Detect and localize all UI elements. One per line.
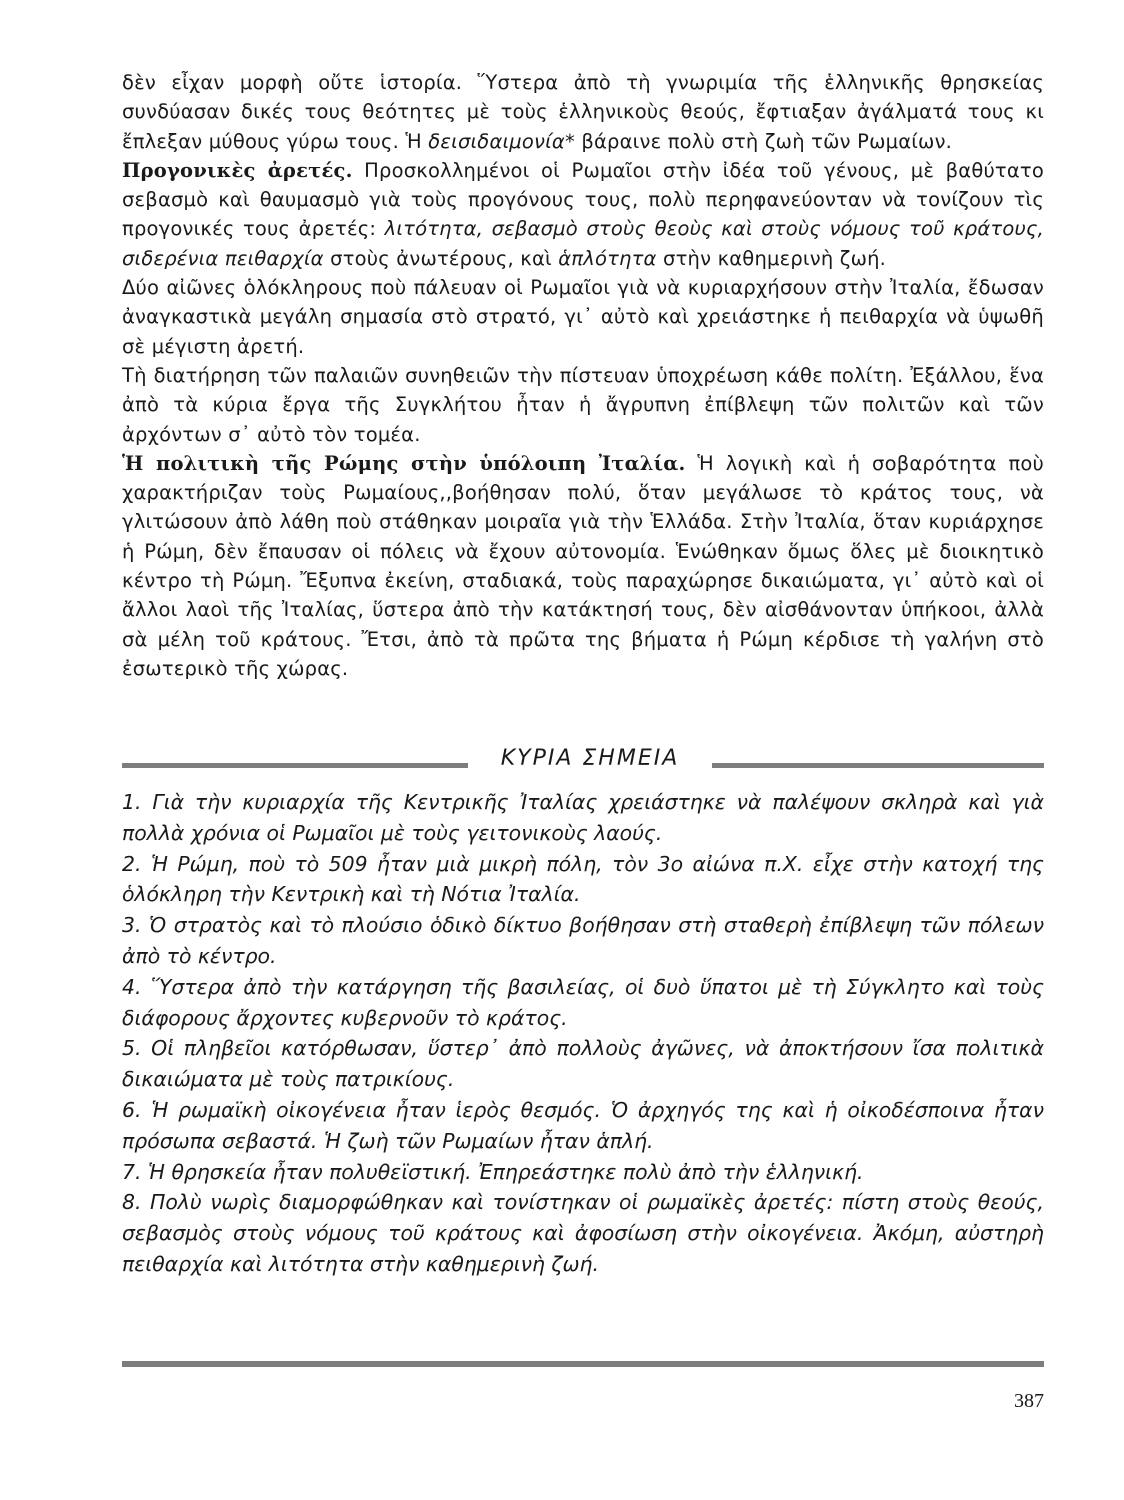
italic-term: δεισιδαιμονία* xyxy=(428,129,575,153)
paragraph-ancestral-virtues: Προγονικὲς ἀρετές. Προσκολλημένοι οἱ Ρωμαῖοι στὴν ἰδέα τοῦ γένους, μὲ βαθύτατο σεβασμὸ καὶ θαυμασμὸ γιὰ τοὺς προγόνους τους, πολὺ περηφανεύονταν νὰ τονίζουν τὶς προγονικές τους ἀρετές: λιτότητα, σεβασμὸ στοὺς θεοὺς καὶ στοὺς νόμους τοῦ κράτους, σιδερένια πειθαρχία στοὺς ἀνωτέρους, καὶ ἁπλότητα στὴν καθημερινὴ ζωή. xyxy=(122,158,1044,270)
key-point-item: 1. Γιὰ τὴν κυριαρχία τῆς Κεντρικῆς Ἰταλίας χρειάστηκε νὰ παλέψουν σκληρὰ καὶ γιὰ πολλὰ χρόνια οἱ Ρωμαῖοι μὲ τοὺς γειτονικοὺς λαούς. xyxy=(122,790,1044,845)
key-point-item: 6. Ἡ ρωμαϊκὴ οἰκογένεια ἦταν ἱερὸς θεσμός. Ὁ ἀρχηγός της καὶ ἡ οἰκοδέσποινα ἦταν πρόσωπα σεβαστά. Ἡ ζωὴ τῶν Ρωμαίων ἦταν ἁπλή. xyxy=(122,1097,1044,1153)
page-number: 387 xyxy=(1014,1390,1044,1412)
key-point-item: 4. Ὕστερα ἀπὸ τὴν κατάργηση τῆς βασιλείας, οἱ δυὸ ὕπατοι μὲ τὴ Σύγκλητο καὶ τοὺς διάφορους ἄρχοντες κυβερνοῦν τὸ κράτος. xyxy=(122,974,1044,1030)
paragraph-rome-policy: Ἡ πολιτικὴ τῆς Ρώμης στὴν ὑπόλοιπη Ἰταλία. Ἡ λογικὴ καὶ ἡ σοβαρότητα ποὺ χαρακτήριζαν τοὺς Ρωμαίους,,βοήθησαν πολύ, ὅταν μεγάλωσε τὸ κράτος τους, νὰ γλιτώσουν ἀπὸ λάθη ποὺ στάθηκαν μοιραῖα γιὰ τὴν Ἑλλάδα. Στὴν Ἰταλία, ὅταν κυριάρχησε ἡ Ρώμη, δὲν ἔπαυσαν οἱ πόλεις νὰ ἔχουν αὐτονομία. Ἑνώθηκαν ὅμως ὅλες μὲ διοικητικὸ κέντρο τὴ Ρώμη. Ἔξυπνα ἐκείνη, σταδιακά, τοὺς παραχώρησε δικαιώματα, γι᾿ αὐτὸ καὶ οἱ ἄλλοι λαοὶ τῆς Ἰταλίας, ὕστερα ἀπὸ τὴν κατάκτησή τους, δὲν αἰσθάνονταν ὑπήκοοι, ἀλλὰ σὰ μέλη τοῦ κράτους. Ἔτσι, ἀπὸ τὰ πρῶτα της βήματα ἡ Ρώμη κέρδισε τὴ γαλήνη στὸ ἐσωτερικὸ τῆς χώρας. xyxy=(122,451,1045,680)
italic-virtues: λιτότητα, σεβασμὸ στοὺς θεοὺς καὶ στοὺς νόμους τοῦ κράτους, σιδερένια πειθαρχία xyxy=(122,217,1044,270)
key-point-item: 2. Ἡ Ρώμη, ποὺ τὸ 509 ἦταν μιὰ μικρὴ πόλη, τὸν 3ο αἰώνα π.Χ. εἶχε στὴν κατοχή της ὁλόκληρη τὴν Κεντρικὴ καὶ τὴ Νότια Ἰταλία. xyxy=(122,851,1044,907)
paragraph-religion: δὲν εἶχαν μορφὴ οὔτε ἱστορία. Ὕστερα ἀπὸ τὴ γνωριμία τῆς ἑλληνικῆς θρησκείας συνδύασαν δικές τους θεότητες μὲ τοὺς ἑλληνικοὺς θεούς, ἔφτιαξαν ἀγάλματά τους κι ἔπλεξαν μύθους γύρω τους. Ἡ δεισιδαιμονία* βάραινε πολὺ στὴ ζωὴ τῶν Ρωμαίων. xyxy=(122,71,1044,153)
key-points-title: ΚΥΡΙΑ ΣΗΜΕΙΑ xyxy=(500,746,680,771)
header-rule-right xyxy=(712,763,1044,768)
paragraph-customs: Τὴ διατήρηση τῶν παλαιῶν συνηθειῶν τὴν πίστευαν ὑποχρέωση κάθε πολίτη. Ἐξάλλου, ἕνα ἀπὸ τὰ κύρια ἔργα τῆς Συγκλήτου ἦταν ἡ ἄγρυπνη ἐπίβλεψη τῶν πολιτῶν καὶ τῶν ἀρχόντων σ᾿ αὐτὸ τὸν τομέα. xyxy=(122,363,1044,446)
body-text xyxy=(122,68,1044,683)
key-point-item: 7. Ἡ θρησκεία ἦταν πολυθεϊστική. Ἐπηρεάστηκε πολὺ ἀπὸ τὴν ἑλληνική. xyxy=(122,1159,864,1184)
header-rule-left xyxy=(122,763,468,768)
key-point-item: 8. Πολὺ νωρὶς διαμορφώθηκαν καὶ τονίστηκαν οἱ ρωμαϊκὲς ἀρετές: πίστη στοὺς θεούς, σεβασμὸς στοὺς νόμους τοῦ κράτους καὶ ἀφοσίωση στὴν οἰκογένεια. Ἀκόμη, αὐστηρὴ πειθαρχία καὶ λιτότητα στὴν καθημερινὴ ζωή. xyxy=(122,1190,1044,1276)
key-point-item: 5. Οἱ πληβεῖοι κατόρθωσαν, ὕστερ᾿ ἀπὸ πολλοὺς ἀγῶνες, νὰ ἀποκτήσουν ἴσα πολιτικὰ δικαιώματα μὲ τοὺς πατρικίους. xyxy=(122,1036,1044,1092)
subheading-rome-policy: Ἡ πολιτικὴ τῆς Ρώμης στὴν ὑπόλοιπη Ἰταλία. xyxy=(122,451,686,475)
bottom-rule xyxy=(122,1361,1044,1367)
italic-simplicity: ἁπλότητα xyxy=(558,246,657,270)
key-point-item: 3. Ὁ στρατὸς καὶ τὸ πλούσιο ὁδικὸ δίκτυο βοήθησαν στὴ σταθερὴ ἐπίβλεψη τῶν πόλεων ἀπὸ τὸ κέντρο. xyxy=(122,913,1044,968)
key-points-list xyxy=(122,787,1044,1280)
subheading-ancestral-virtues: Προγονικὲς ἀρετές. xyxy=(122,158,353,182)
paragraph-army: Δύο αἰῶνες ὁλόκληρους ποὺ πάλευαν οἱ Ρωμαῖοι γιὰ νὰ κυριαρχήσουν στὴν Ἰταλία, ἔδωσαν ἀναγκαστικὰ μεγάλη σημασία στὸ στρατό, γι᾿ αὐτὸ καὶ χρειάστηκε ἡ πειθαρχία νὰ ὑψωθῆ σὲ μέγιστη ἀρετή. xyxy=(122,276,1044,358)
key-points-header xyxy=(122,746,1044,778)
